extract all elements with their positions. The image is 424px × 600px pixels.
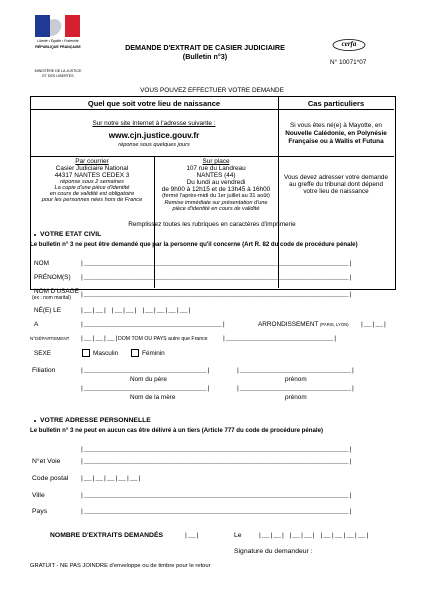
special-line-1 (278, 122, 394, 129)
col-header-birthplace: Quel que soit votre lieu de naissance (87, 99, 221, 108)
nom-usage-input[interactable]: |_____________________________________________________________________| (80, 291, 353, 298)
nom-usage-note: (ex : nom marital) (32, 295, 71, 301)
form-subtitle: (Bulletin n°3) (182, 52, 228, 61)
special-court-line-2: au greffe du tribunal dont dépend (288, 181, 384, 188)
masculin-label: Masculin (93, 350, 119, 357)
postal-code-input[interactable]: |__|__|__|__|__| (80, 475, 142, 482)
le-label: Le (234, 532, 242, 539)
special-line-2: Nouvelle Calédonie, en Polynésie (285, 130, 387, 137)
dom-tom-input[interactable]: |____________________________| (222, 335, 338, 342)
birth-date-input[interactable]: |__|__| |__|__| |__|__|__|__| (80, 307, 192, 314)
arrondissement-input[interactable]: |__|__| (360, 321, 387, 328)
mail-line-1: Casier Judiciaire National (55, 165, 129, 172)
internet-delay: réponse sous quelques jours (118, 142, 190, 148)
ne-le-label: NÉ(E) LE (34, 307, 61, 314)
prenom-pere-label: prénom (285, 376, 307, 383)
city-input[interactable]: |_____________________________________________________________________| (80, 492, 353, 499)
cerfa-logo (332, 38, 366, 50)
arrondissement-label (258, 321, 349, 328)
gratuit-note: GRATUIT - NE PAS JOINDRE d'enveloppe ou de timbre pour le retour (30, 563, 211, 569)
code-postal-label: Code postal (32, 475, 69, 482)
adresse-heading: VOTRE ADRESSE PERSONNELLE (40, 417, 151, 424)
signature-label: Signature du demandeur : (234, 548, 313, 555)
address-line-2-input[interactable]: |_____________________________________________________________________| (80, 458, 353, 465)
onsite-line-7: pièce d'identité en cours de validité (172, 206, 260, 212)
table-hline-header (30, 109, 394, 110)
mail-line-6: pour les personnes nées hors de France (41, 197, 143, 203)
feminin-checkbox[interactable] (131, 349, 139, 357)
ministry-line-1: MINISTÈRE DE LA JUSTICE (34, 69, 82, 73)
special-court-line-1: Vous devez adresser votre demande (283, 174, 389, 181)
prenom-mere-label: prénom (285, 394, 307, 401)
onsite-line-4: de 9h00 à 12h15 et de 13h45 à 16h00 (161, 186, 271, 193)
special-court-line-3: votre lieu de naissance (303, 188, 369, 195)
mail-line-2: 44317 NANTES CEDEX 3 (54, 172, 130, 179)
mail-line-5: en cours de validité est obligatoire (49, 191, 135, 197)
arrondissement-text: ARRONDISSEMENT (258, 321, 319, 328)
mail-line-4: La copie d'une pièce d'identité (54, 185, 130, 191)
father-firstname-input[interactable]: |_____________________________| (236, 367, 355, 374)
nombre-extraits-label: NOMBRE D'EXTRAITS DEMANDÉS (50, 532, 164, 539)
ministry-line-2: ET DES LIBERTÉS (42, 74, 74, 78)
ville-label: Ville (32, 492, 45, 499)
address-line-1-input[interactable]: |_____________________________________________________________________| (80, 446, 353, 453)
logo-block (33, 14, 83, 82)
filiation-label: Filiation (32, 367, 56, 374)
cerfa-logo-text: cerfa (341, 39, 357, 48)
cjn-website-link[interactable]: www.cjn.justice.gouv.fr (108, 131, 200, 140)
nom-usage-label: NOM D'USAGE (34, 288, 79, 295)
mother-name-input[interactable]: |________________________________| (80, 385, 211, 392)
republic-motto: Liberté • Égalité • Fraternité (37, 39, 79, 43)
nom-label: NOM (34, 260, 49, 267)
prenoms-label: PRÉNOM(S) (34, 274, 71, 281)
form-title: DEMANDE D'EXTRAIT DE CASIER JUDICIAIRE (125, 43, 285, 52)
col-header-special: Cas particuliers (307, 99, 365, 108)
dom-tom-label: DOM TOM OU PAYS autre que France (118, 336, 208, 342)
departement-input[interactable]: |__|__|__| (80, 335, 119, 342)
intro-text: VOUS POUVEZ EFFECTUER VOTRE DEMANDE (140, 87, 284, 94)
country-input[interactable]: |_____________________________________________________________________| (80, 508, 353, 515)
pays-label: Pays (32, 508, 48, 515)
mail-line-3: réponse sous 2 semaines (60, 179, 124, 185)
table-hline-internet (30, 156, 394, 157)
adresse-note: Le bulletin n° 3 ne peut en aucun cas être délivré à un tiers (Article 777 du code de procédure pénale) (30, 427, 323, 434)
voie-label: N°et Voie (32, 458, 61, 465)
onsite-line-1: 107 rue du Landreau (186, 165, 246, 172)
onsite-line-5: (fermé l'après-midi du 1er juillet au 31 août) (162, 193, 270, 199)
onsite-line-3: Du lundi au vendredi (186, 179, 246, 186)
feminin-label: Féminin (142, 350, 165, 357)
onsite-title: Sur place (202, 158, 230, 165)
prenoms-input[interactable]: |_____________________________________________________________________| (80, 274, 353, 281)
nom-input[interactable]: |_____________________________________________________________________| (80, 260, 353, 267)
mail-title: Par courrier (75, 158, 109, 165)
sexe-label: SEXE (34, 350, 52, 357)
etat-civil-heading: VOTRE ETAT CIVIL (40, 231, 102, 238)
special-line-3: Française ou à Wallis et Futuna (288, 138, 384, 145)
signature-date-input[interactable]: |__|__| |__|__| |__|__|__|__| (258, 532, 370, 539)
birth-place-input[interactable]: |____________________________________| (80, 321, 226, 328)
a-label: A (34, 321, 39, 328)
bullet-icon (34, 420, 36, 422)
nom-pere-label: Nom du père (130, 376, 167, 383)
departement-label: N°DÉPARTEMENT (30, 336, 70, 341)
special-line-1-text: Si vous êtes né(e) à Mayotte, en (289, 122, 382, 129)
marianne-flag-icon (33, 14, 83, 40)
arrondissement-note: (PARIS, LYON) (320, 322, 349, 327)
mother-firstname-input[interactable]: |_____________________________| (236, 385, 355, 392)
nom-mere-label: Nom de la mère (130, 394, 176, 401)
onsite-line-6: Remise immédiate sur présentation d'une (164, 200, 268, 206)
internet-intro: Sur notre site Internet à l'adresse suivante : (92, 120, 216, 127)
cerfa-number: N° 10071*07 (330, 59, 367, 66)
nombre-extraits-input[interactable]: |__| (184, 532, 200, 539)
republic-name: RÉPUBLIQUE FRANÇAISE (35, 45, 81, 49)
father-name-input[interactable]: |________________________________| (80, 367, 211, 374)
masculin-checkbox[interactable] (82, 349, 90, 357)
onsite-line-2: NANTES (44) (196, 172, 236, 179)
fill-instruction: Remplissez toutes les rubriques en caractères d'imprimerie (128, 221, 296, 228)
etat-civil-note: Le bulletin n° 3 ne peut être demandé que par la personne qu'il concerne (Art R. 82 du code de procédure pénale) (30, 241, 358, 248)
